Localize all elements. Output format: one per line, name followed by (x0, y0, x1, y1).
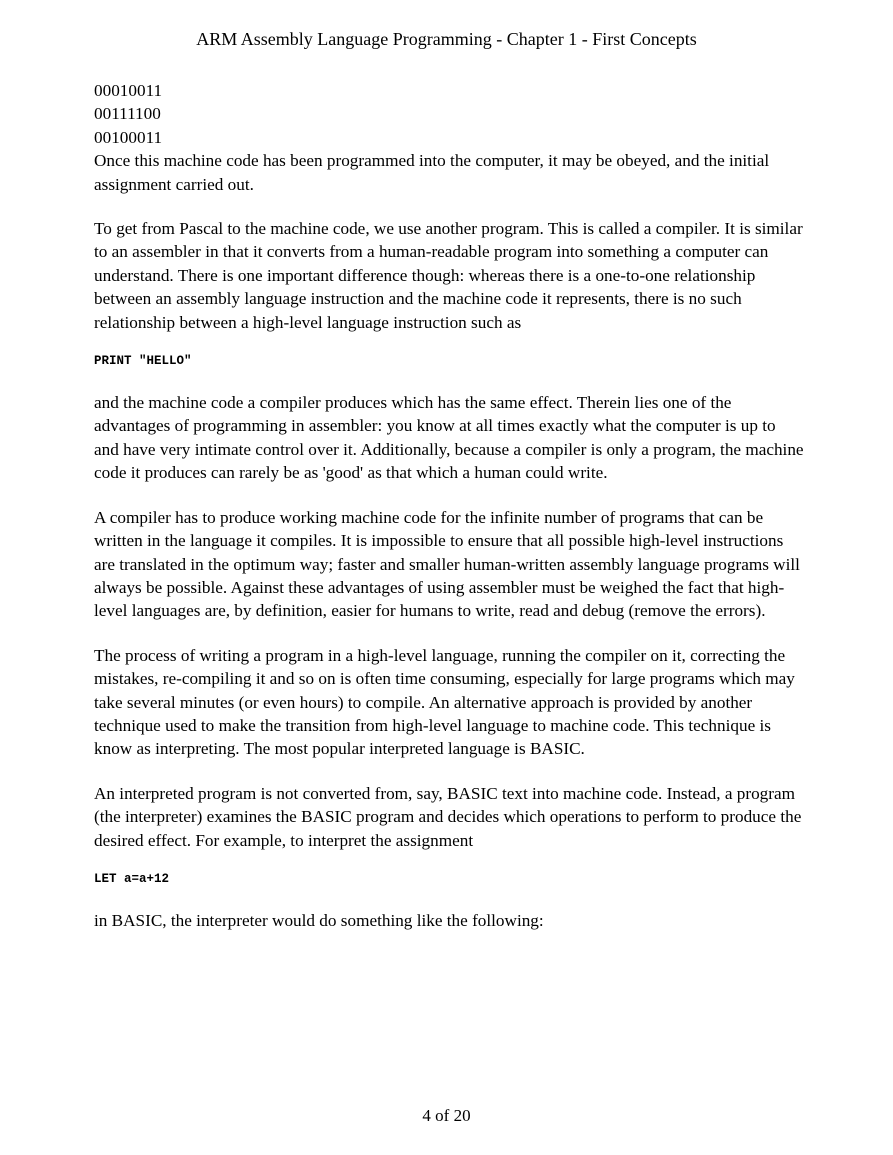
code-print-hello: PRINT "HELLO" (94, 354, 192, 369)
paragraph-interpreter-steps: in BASIC, the interpreter would do something like the following: (94, 910, 544, 930)
machine-code-line: 00100011 (94, 127, 163, 147)
paragraph-machine-code-obeyed: Once this machine code has been programmed into the computer, it may be obeyed, and the initial assignment carried out. (94, 151, 770, 194)
machine-code-listing (94, 79, 804, 149)
paragraph-compiler-limits: A compiler has to produce working machine code for the infinite number of programs that can be written in the language it compiles. It is impossible to ensure that all possible high-level instructions are translated in the optimum way; faster and smaller human-written assembly language programs will always be possible. Against these advantages of using assembler must be weighed the fact that high-level languages are, by definition, easier for humans to write, read and debug (remove the errors). (94, 507, 800, 621)
paragraph-compiler-intro: To get from Pascal to the machine code, we use another program. This is called a compiler. It is similar to an assembler in that it converts from a human-readable program into something a computer can understand. There is one important difference though: whereas there is a one-to-one relationship between an assembly language instruction and the machine code it represents, there is no such relationship between a high-level language instruction such as (94, 219, 803, 332)
paragraph-compiler-advantages: and the machine code a compiler produces which has the same effect. Therein lies one of the advantages of programming in assembler: you know at all times exactly what the computer is up to and have very intimate control over it. Additionally, because a compiler is only a program, the machine code it produces can rarely be as 'good' as that which a human could write. (94, 393, 804, 483)
page-header: ARM Assembly Language Programming - Chapter 1 - First Concepts (196, 29, 697, 49)
machine-code-line: 00111100 (94, 104, 161, 124)
paragraph-interpreting-intro: The process of writing a program in a high-level language, running the compiler on it, correcting the mistakes, re-compiling it and so on is often time consuming, especially for large programs which may take several minutes (or even hours) to compile. An alternative approach is provided by another technique used to make the transition from high-level language to machine code. This technique is know as interpreting. The most popular interpreted language is BASIC. (94, 645, 795, 759)
code-let-assignment: LET a=a+12 (94, 871, 170, 886)
page-number: 4 of 20 (422, 1106, 471, 1125)
page-content (94, 79, 804, 932)
paragraph-interpreted-program: An interpreted program is not converted from, say, BASIC text into machine code. Instead, a program (the interpreter) examines the BASIC program and decides which operations to perform to produce the desired effect. For example, to interpret the assignment (94, 783, 802, 850)
machine-code-line: 00010011 (94, 81, 163, 100)
